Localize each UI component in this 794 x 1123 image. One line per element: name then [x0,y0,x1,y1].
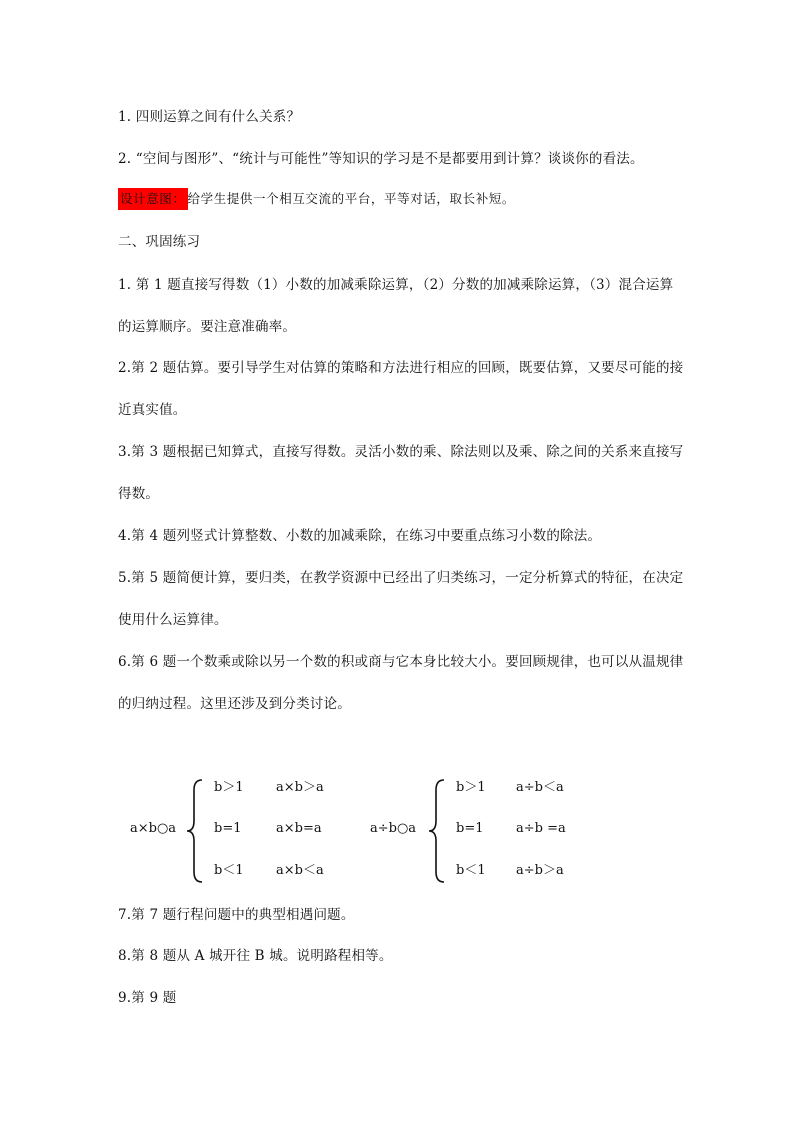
div-case-2-condition: b=1 [456,821,484,836]
mul-case-3-result: a×b＜a [276,863,324,878]
paragraph-7: 7.第 7 题行程问题中的典型相遇问题。 [118,907,355,923]
div-case-1-condition: b＞1 [456,780,486,795]
mul-case-1-condition: b＞1 [214,780,244,795]
div-expression: a÷b○a [370,821,417,836]
mul-case-2-condition: b=1 [214,821,242,836]
paragraph-8: 8.第 8 题从 A 城开往 B 城。说明路程相等。 [118,948,393,964]
div-brace-icon [426,778,448,884]
mul-brace-icon [184,778,206,884]
paragraph-6-line-2: 的归纳过程。这里还涉及到分类讨论。 [118,696,351,712]
paragraph-1-line-1: 1. 第 1 题直接写得数（1）小数的加减乘除运算，（2）分数的加减乘除运算，（3）混合运算 [118,277,674,293]
design-intent-paragraph [118,188,515,210]
paragraph-5-line-1: 5.第 5 题简便计算，要归类，在教学资源中已经出了归类练习，一定分析算式的特征，在决定 [118,570,684,586]
question-1: 1. 四则运算之间有什么关系？ [118,109,301,125]
section-heading-consolidation: 二、巩固练习 [118,234,201,250]
design-intent-text: 给学生提供一个相互交流的平台，平等对话，取长补短。 [187,191,516,206]
div-case-2-result: a÷b =a [516,821,566,836]
paragraph-4: 4.第 4 题列竖式计算整数、小数的加减乘除，在练习中要重点练习小数的除法。 [118,528,602,544]
question-2: 2. “空间与图形”、“统计与可能性”等知识的学习是不是都要用到计算？谈谈你的看法。 [118,151,644,167]
div-case-1-result: a÷b＜a [516,780,564,795]
mul-case-1-result: a×b＞a [276,780,324,795]
mul-case-2-result: a×b=a [276,821,322,836]
paragraph-1-line-2: 的运算顺序。要注意准确率。 [118,319,297,335]
paragraph-2-line-1: 2.第 2 题估算。要引导学生对估算的策略和方法进行相应的回顾，既要估算，又要尽可能的接 [118,360,684,376]
mul-expression: a×b○a [130,821,177,836]
paragraph-3-line-1: 3.第 3 题根据已知算式，直接写得数。灵活小数的乘、除法则以及乘、除之间的关系来直接写 [118,444,684,460]
paragraph-9: 9.第 9 题 [118,990,177,1006]
paragraph-2-line-2: 近真实值。 [118,402,187,418]
paragraph-5-line-2: 使用什么运算律。 [118,612,228,628]
div-case-3-result: a÷b＞a [516,863,564,878]
paragraph-6-line-1: 6.第 6 题一个数乘或除以另一个数的积或商与它本身比较大小。要回顾规律，也可以从温规律 [118,654,684,670]
paragraph-3-line-2: 得数。 [118,486,160,502]
div-case-3-condition: b＜1 [456,863,486,878]
mul-case-3-condition: b＜1 [214,863,244,878]
design-intent-tag: 设计意图： [118,188,188,210]
